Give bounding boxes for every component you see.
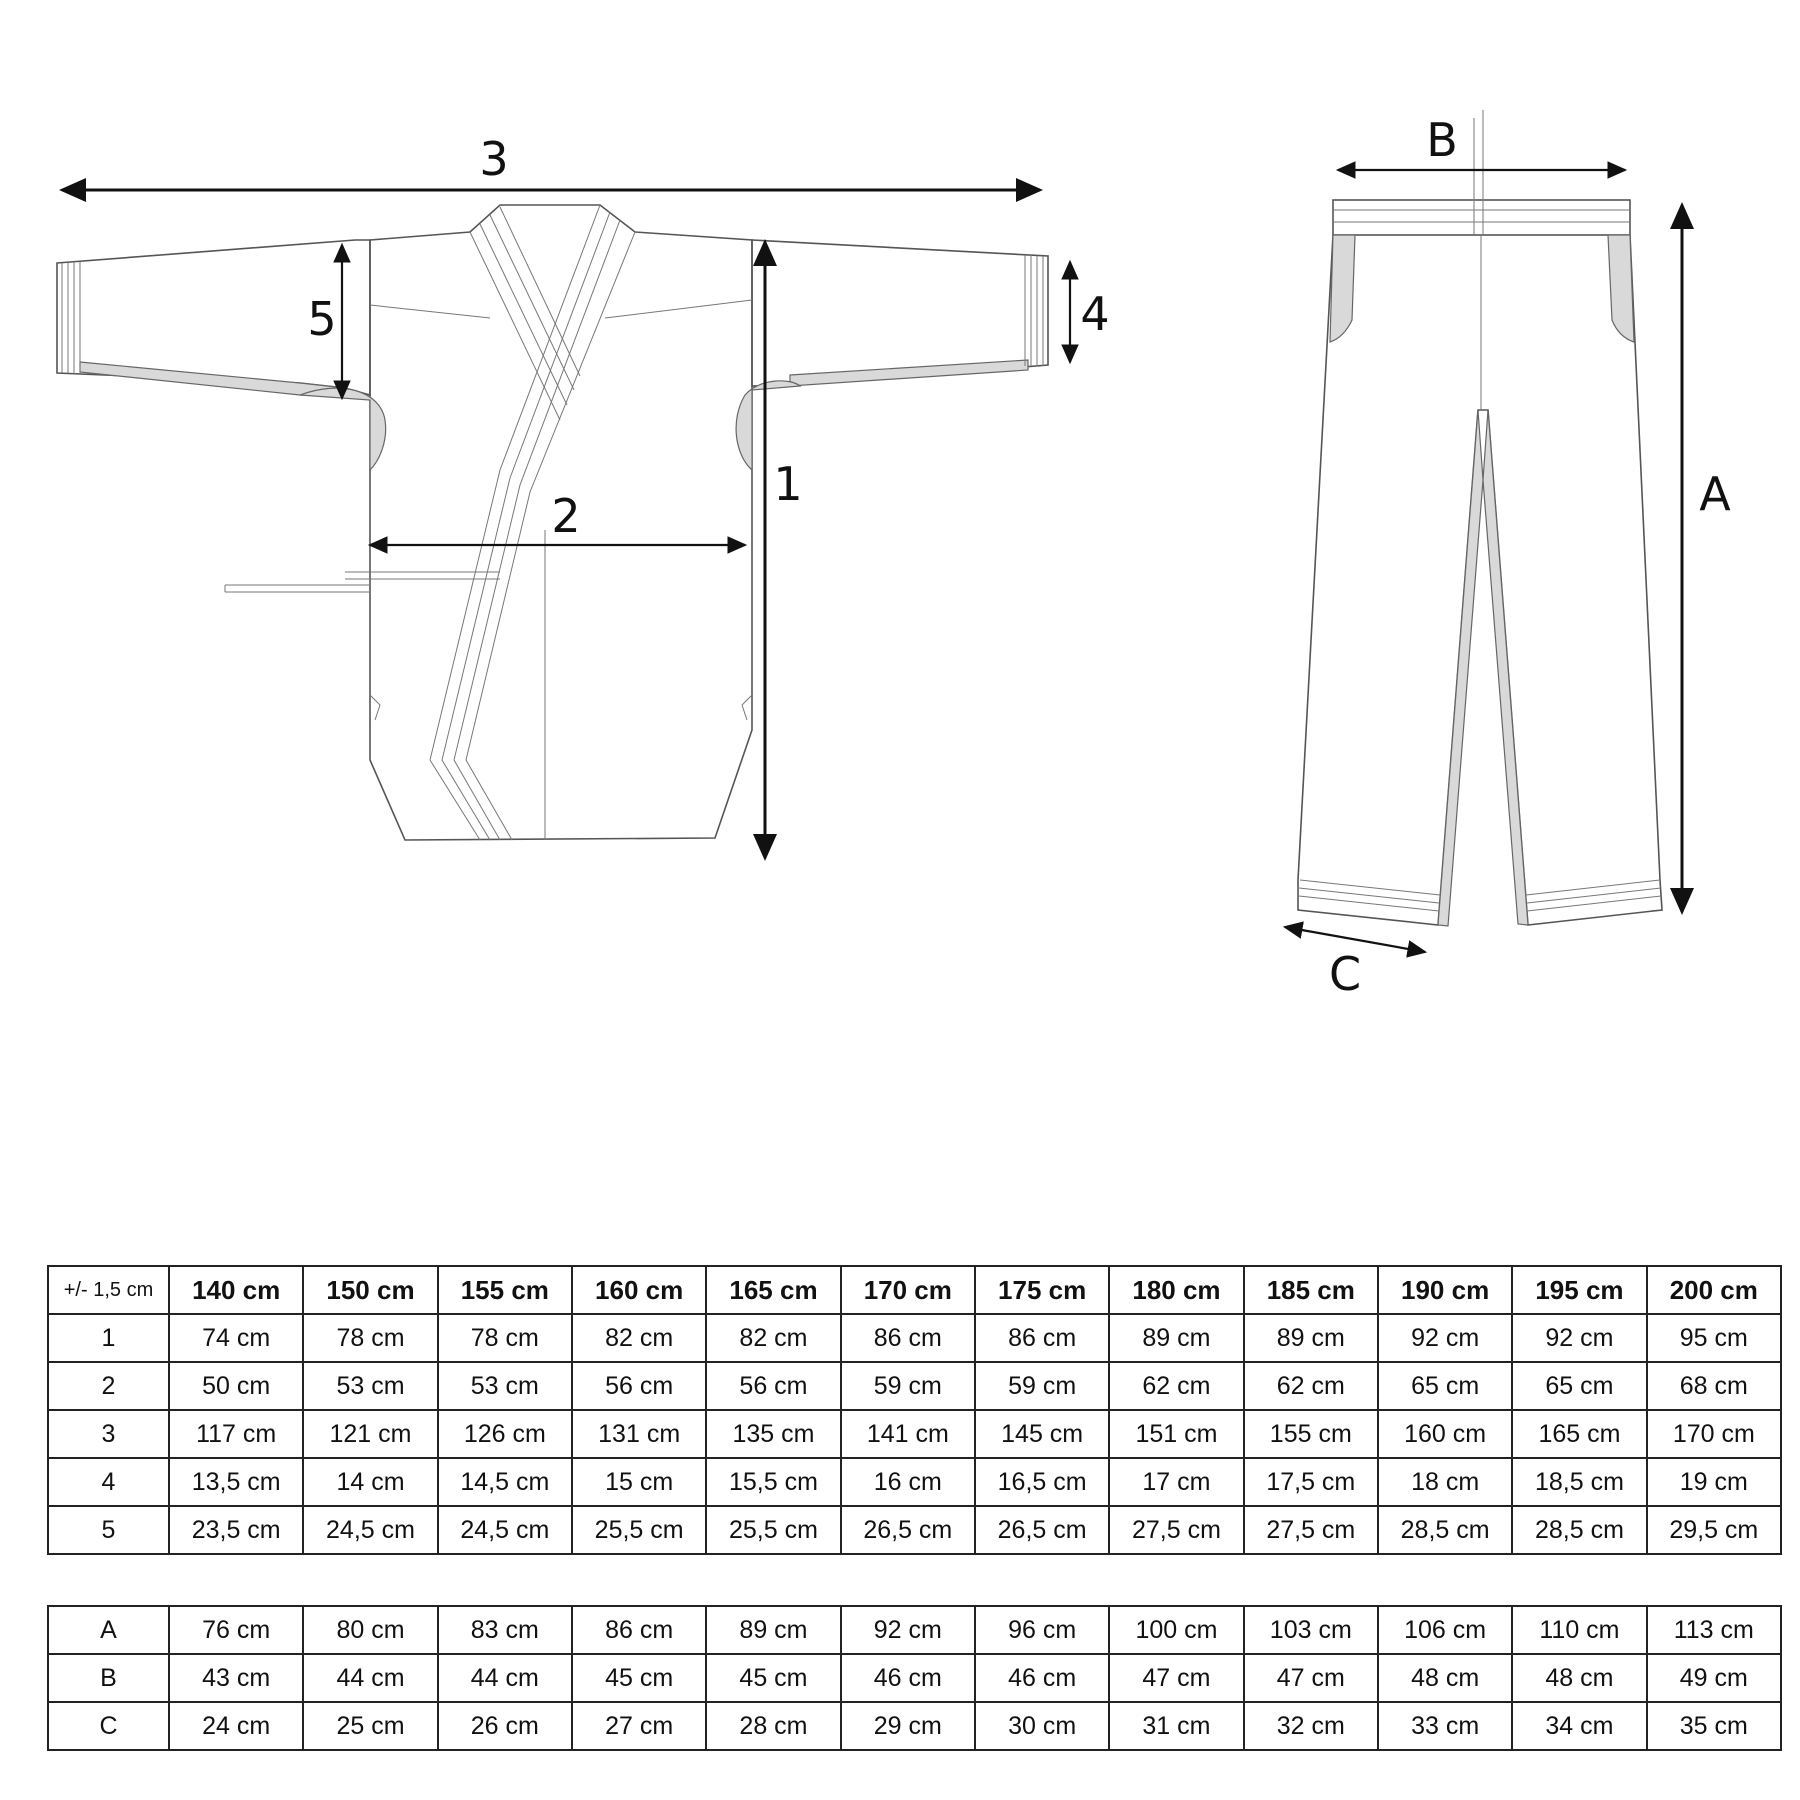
measurement-cell: 62 cm (1109, 1362, 1243, 1410)
label-3: 3 (479, 132, 509, 186)
height-header: 170 cm (841, 1266, 975, 1314)
tolerance-cell: +/- 1,5 cm (48, 1266, 169, 1314)
measurement-cell: 59 cm (975, 1362, 1109, 1410)
measurement-cell: 65 cm (1512, 1362, 1646, 1410)
measurement-cell: 92 cm (841, 1606, 975, 1654)
measurement-cell: 141 cm (841, 1410, 975, 1458)
table-row (48, 1654, 1781, 1702)
measurement-cell: 78 cm (303, 1314, 437, 1362)
measurement-cell: 13,5 cm (169, 1458, 303, 1506)
measurement-cell: 14 cm (303, 1458, 437, 1506)
measurement-cell: 145 cm (975, 1410, 1109, 1458)
measurement-cell: 18 cm (1378, 1458, 1512, 1506)
label-1: 1 (773, 457, 803, 511)
measurement-cell: 24,5 cm (303, 1506, 437, 1554)
measurement-cell: 18,5 cm (1512, 1458, 1646, 1506)
measurement-cell: 49 cm (1647, 1654, 1781, 1702)
measurement-cell: 25,5 cm (572, 1506, 706, 1554)
measurement-cell: 27 cm (572, 1702, 706, 1750)
measurement-cell: 43 cm (169, 1654, 303, 1702)
measurement-cell: 26,5 cm (841, 1506, 975, 1554)
measurement-cell: 95 cm (1647, 1314, 1781, 1362)
height-header: 200 cm (1647, 1266, 1781, 1314)
measurement-cell: 89 cm (706, 1606, 840, 1654)
measurement-cell: 160 cm (1378, 1410, 1512, 1458)
label-5: 5 (307, 292, 337, 346)
measurement-cell: 82 cm (572, 1314, 706, 1362)
measurement-cell: 170 cm (1647, 1410, 1781, 1458)
measurement-cell: 32 cm (1244, 1702, 1378, 1750)
measurement-cell: 53 cm (303, 1362, 437, 1410)
measurement-cell: 14,5 cm (438, 1458, 572, 1506)
measurement-cell: 110 cm (1512, 1606, 1646, 1654)
row-label-cell: 1 (48, 1314, 169, 1362)
measurement-cell: 78 cm (438, 1314, 572, 1362)
measurement-cell: 28,5 cm (1512, 1506, 1646, 1554)
measurement-cell: 45 cm (706, 1654, 840, 1702)
measurement-cell: 29,5 cm (1647, 1506, 1781, 1554)
measurement-cell: 89 cm (1109, 1314, 1243, 1362)
label-C: C (1328, 947, 1362, 1001)
height-header: 190 cm (1378, 1266, 1512, 1314)
measurement-cell: 24,5 cm (438, 1506, 572, 1554)
pants-size-table (47, 1605, 1782, 1751)
measurement-cell: 47 cm (1109, 1654, 1243, 1702)
measurement-cell: 17,5 cm (1244, 1458, 1378, 1506)
measurement-cell: 15,5 cm (706, 1458, 840, 1506)
height-header: 140 cm (169, 1266, 303, 1314)
measurement-cell: 44 cm (438, 1654, 572, 1702)
measurement-cell: 92 cm (1378, 1314, 1512, 1362)
height-header: 195 cm (1512, 1266, 1646, 1314)
measurement-cell: 28,5 cm (1378, 1506, 1512, 1554)
table-row (48, 1314, 1781, 1362)
measurement-cell: 62 cm (1244, 1362, 1378, 1410)
measurement-cell: 56 cm (706, 1362, 840, 1410)
measurement-cell: 33 cm (1378, 1702, 1512, 1750)
measurement-cell: 56 cm (572, 1362, 706, 1410)
measurement-cell: 86 cm (975, 1314, 1109, 1362)
measurement-cell: 34 cm (1512, 1702, 1646, 1750)
measurement-cell: 165 cm (1512, 1410, 1646, 1458)
measurement-cell: 131 cm (572, 1410, 706, 1458)
measurement-cell: 86 cm (572, 1606, 706, 1654)
measurement-cell: 121 cm (303, 1410, 437, 1458)
measurement-cell: 106 cm (1378, 1606, 1512, 1654)
measurement-cell: 17 cm (1109, 1458, 1243, 1506)
measurement-cell: 155 cm (1244, 1410, 1378, 1458)
measurement-cell: 92 cm (1512, 1314, 1646, 1362)
table-row (48, 1606, 1781, 1654)
pants-table-body (48, 1606, 1781, 1750)
table-row (48, 1362, 1781, 1410)
measurement-cell: 25,5 cm (706, 1506, 840, 1554)
row-label-cell: B (48, 1654, 169, 1702)
label-4: 4 (1080, 287, 1110, 341)
measurement-cell: 103 cm (1244, 1606, 1378, 1654)
measurement-cell: 25 cm (303, 1702, 437, 1750)
table-row (48, 1458, 1781, 1506)
row-label-cell: 3 (48, 1410, 169, 1458)
measurement-cell: 16 cm (841, 1458, 975, 1506)
measurement-cell: 89 cm (1244, 1314, 1378, 1362)
measurement-cell: 83 cm (438, 1606, 572, 1654)
measurement-cell: 48 cm (1378, 1654, 1512, 1702)
row-label-cell: 4 (48, 1458, 169, 1506)
measurement-cell: 100 cm (1109, 1606, 1243, 1654)
measurement-cell: 80 cm (303, 1606, 437, 1654)
measurement-cell: 44 cm (303, 1654, 437, 1702)
table-header-row (48, 1266, 1781, 1314)
measurement-cell: 47 cm (1244, 1654, 1378, 1702)
measurement-cell: 23,5 cm (169, 1506, 303, 1554)
measurement-cell: 135 cm (706, 1410, 840, 1458)
measurement-cell: 46 cm (975, 1654, 1109, 1702)
measurement-cell: 26,5 cm (975, 1506, 1109, 1554)
measurement-cell: 82 cm (706, 1314, 840, 1362)
row-label-cell: C (48, 1702, 169, 1750)
height-header: 175 cm (975, 1266, 1109, 1314)
jacket-table-body (48, 1314, 1781, 1554)
measurement-cell: 117 cm (169, 1410, 303, 1458)
measurement-cell: 59 cm (841, 1362, 975, 1410)
measurement-cell: 126 cm (438, 1410, 572, 1458)
label-B: B (1426, 113, 1458, 167)
measurement-cell: 31 cm (1109, 1702, 1243, 1750)
measurement-cell: 16,5 cm (975, 1458, 1109, 1506)
row-label-cell: 2 (48, 1362, 169, 1410)
measurement-cell: 45 cm (572, 1654, 706, 1702)
height-header: 155 cm (438, 1266, 572, 1314)
row-label-cell: A (48, 1606, 169, 1654)
measurement-cell: 48 cm (1512, 1654, 1646, 1702)
measurement-cell: 30 cm (975, 1702, 1109, 1750)
measurement-cell: 96 cm (975, 1606, 1109, 1654)
height-header: 180 cm (1109, 1266, 1243, 1314)
measurement-cell: 26 cm (438, 1702, 572, 1750)
table-row (48, 1702, 1781, 1750)
table-row (48, 1410, 1781, 1458)
height-header: 165 cm (706, 1266, 840, 1314)
height-header: 185 cm (1244, 1266, 1378, 1314)
row-label-cell: 5 (48, 1506, 169, 1554)
table-row (48, 1506, 1781, 1554)
measurement-cell: 19 cm (1647, 1458, 1781, 1506)
measurement-cell: 27,5 cm (1244, 1506, 1378, 1554)
measurement-cell: 29 cm (841, 1702, 975, 1750)
height-header: 150 cm (303, 1266, 437, 1314)
measurement-cell: 50 cm (169, 1362, 303, 1410)
label-2: 2 (551, 489, 581, 543)
measurement-cell: 86 cm (841, 1314, 975, 1362)
measurement-cell: 46 cm (841, 1654, 975, 1702)
pants-drawing (1298, 110, 1662, 926)
measurement-cell: 74 cm (169, 1314, 303, 1362)
measurement-cell: 65 cm (1378, 1362, 1512, 1410)
measurement-cell: 151 cm (1109, 1410, 1243, 1458)
measurement-cell: 28 cm (706, 1702, 840, 1750)
measurement-cell: 113 cm (1647, 1606, 1781, 1654)
measurement-cell: 68 cm (1647, 1362, 1781, 1410)
measurement-cell: 76 cm (169, 1606, 303, 1654)
jacket-size-table (47, 1265, 1782, 1555)
measurement-cell: 53 cm (438, 1362, 572, 1410)
label-A: A (1699, 467, 1731, 521)
height-header: 160 cm (572, 1266, 706, 1314)
measurement-cell: 35 cm (1647, 1702, 1781, 1750)
measurement-cell: 27,5 cm (1109, 1506, 1243, 1554)
measurement-cell: 24 cm (169, 1702, 303, 1750)
measurement-cell: 15 cm (572, 1458, 706, 1506)
